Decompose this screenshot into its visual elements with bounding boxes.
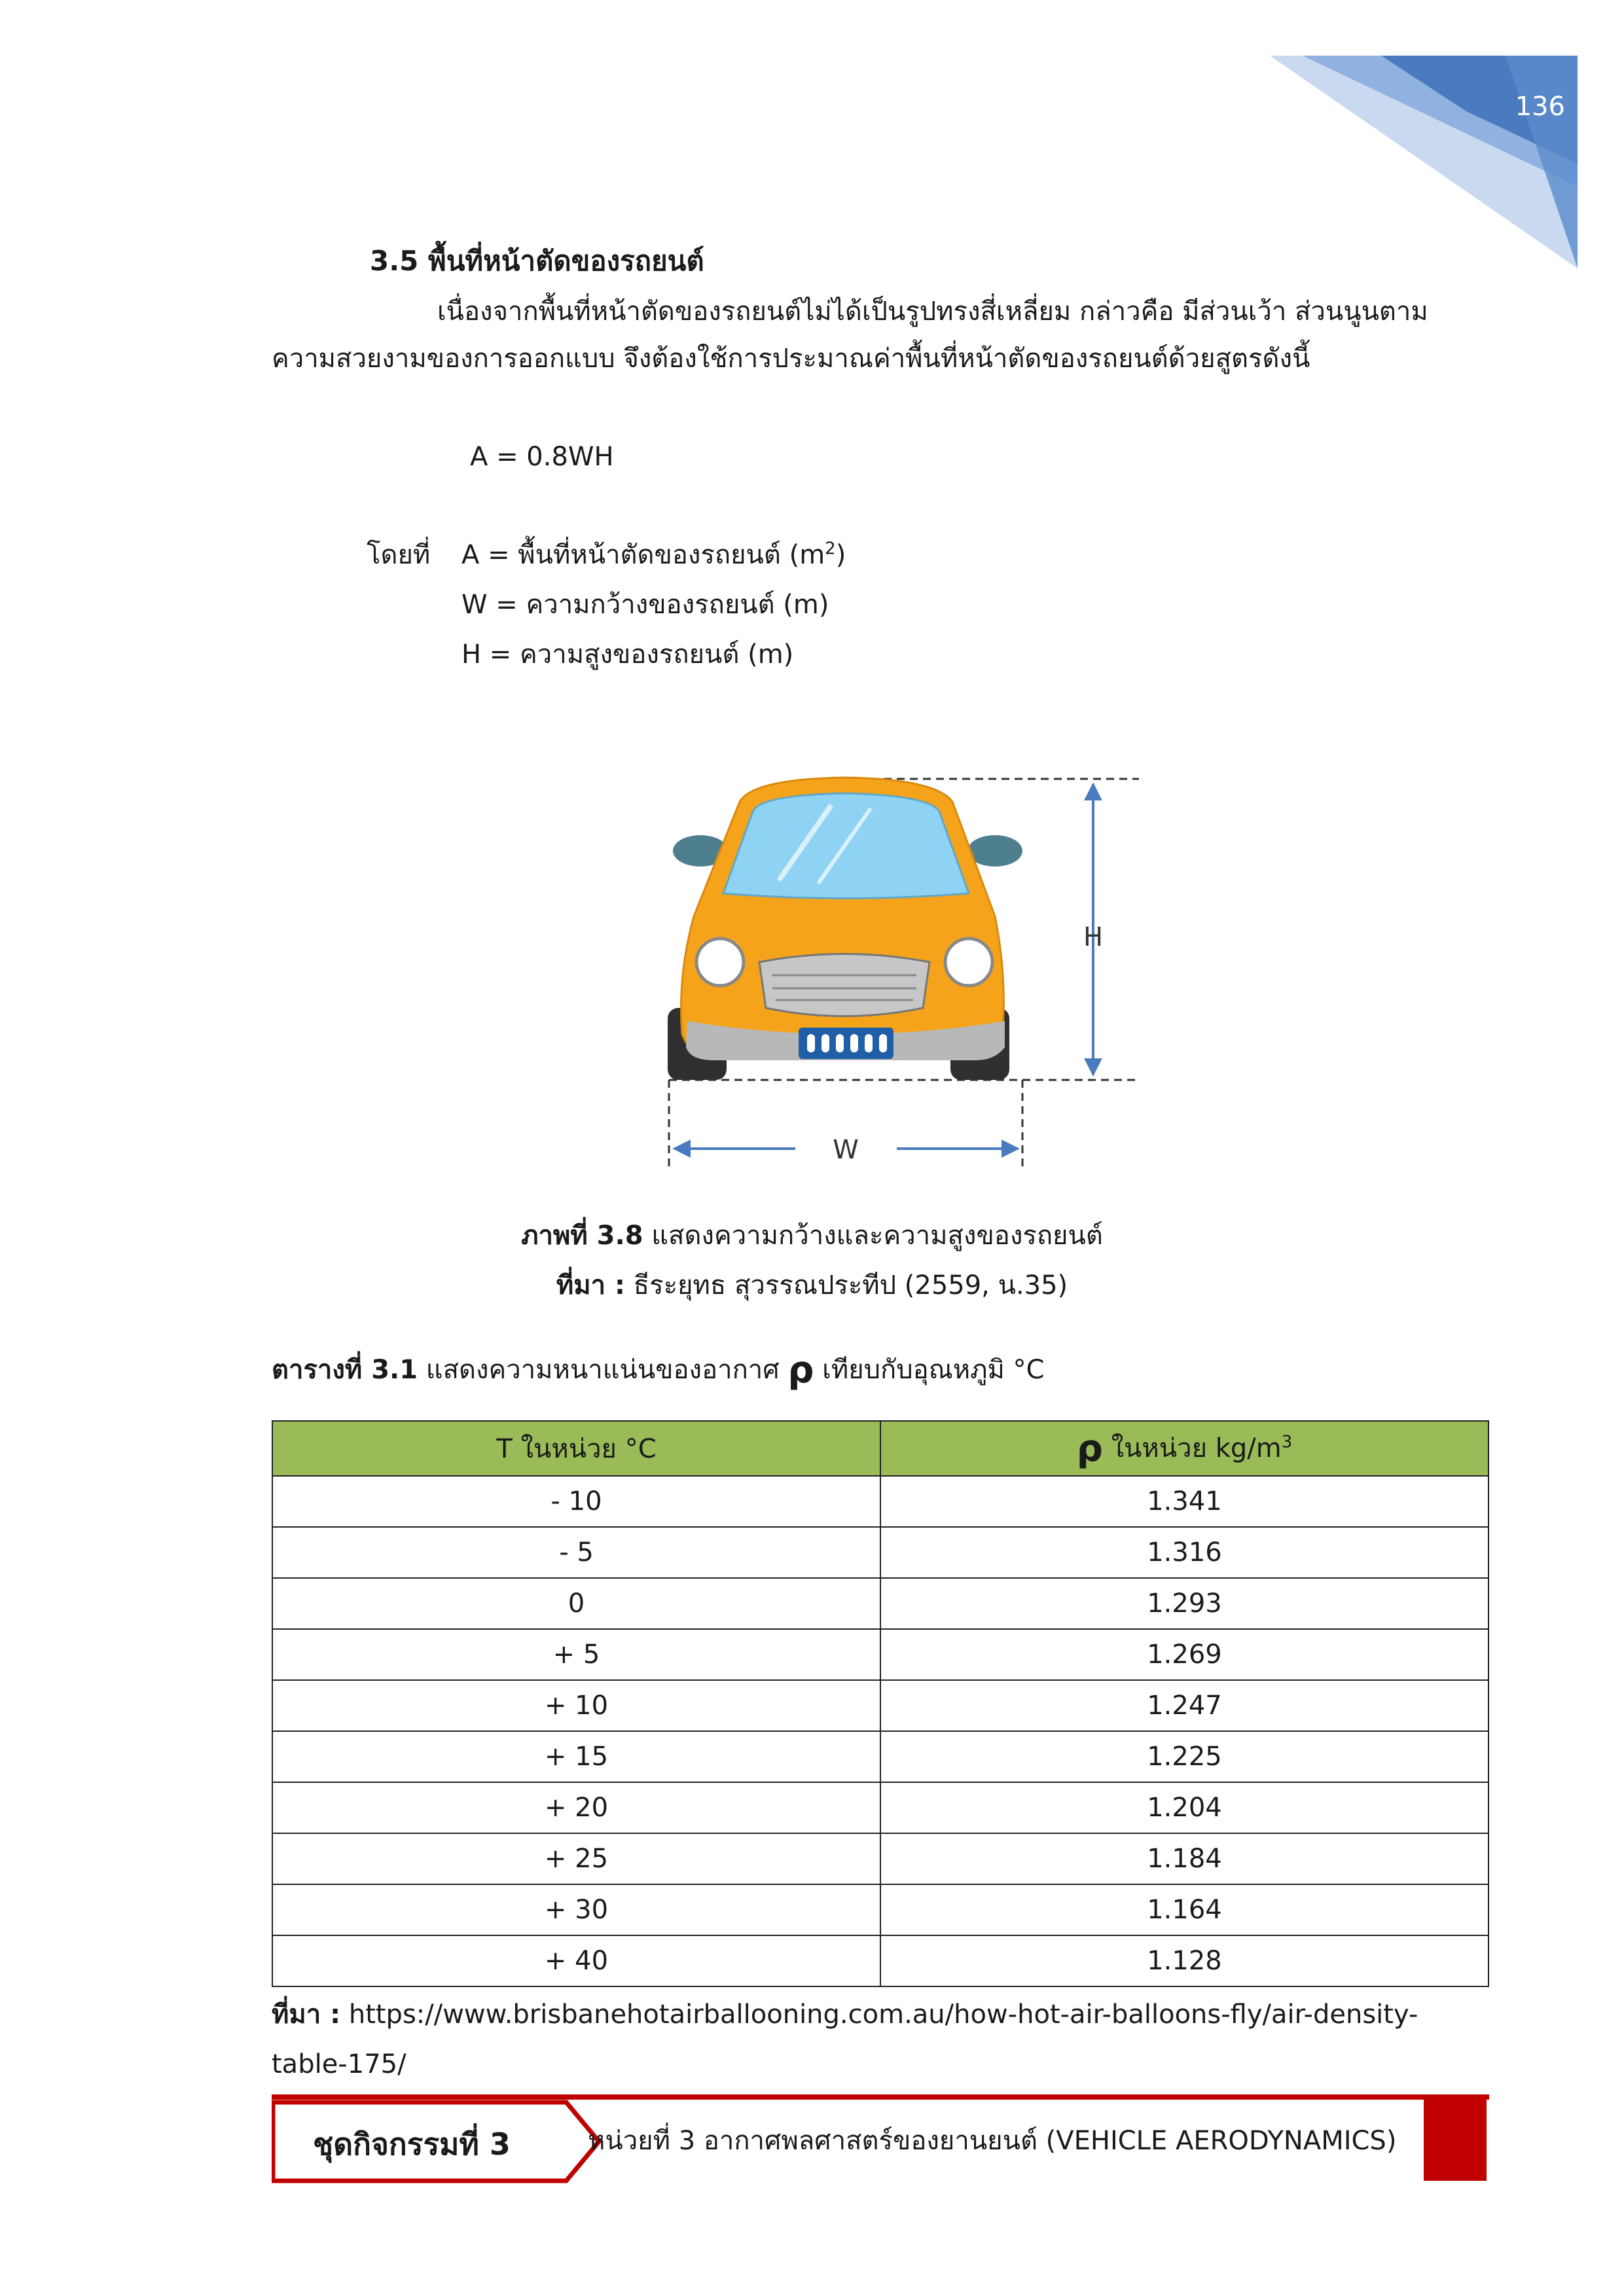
header-temperature: T ในหน่วย °C	[272, 1421, 880, 1476]
table-source	[272, 1998, 1418, 2032]
table-body	[272, 1476, 1489, 1986]
table-row	[272, 1782, 1489, 1833]
table-caption	[272, 1347, 1045, 1395]
density-cell: 1.247	[880, 1680, 1489, 1731]
area-formula: A = 0.8WH	[470, 442, 614, 472]
table-row	[272, 1476, 1489, 1527]
temperature-cell: + 15	[272, 1731, 880, 1782]
definition-a-close: )	[835, 540, 846, 570]
density-cell: 1.128	[880, 1935, 1489, 1986]
definition-h: H = ความสูงของรถยนต์ (m)	[461, 639, 794, 670]
figure-source-text: ธีระยุทธ สุวรรณประทีป (2559, น.35)	[624, 1270, 1068, 1300]
header-density-text: ในหน่วย kg/m	[1102, 1433, 1282, 1463]
footer-unit-title: หน่วยที่ 3 อากาศพลศาสตร์ของยานยนต์ (VEHICLE AERODYNAMICS)	[588, 2126, 1397, 2156]
temperature-cell: + 5	[272, 1629, 880, 1680]
table-row	[272, 1833, 1489, 1884]
temperature-cell: 0	[272, 1578, 880, 1629]
header-density-sup: 3	[1281, 1432, 1293, 1452]
temperature-cell: + 30	[272, 1884, 880, 1935]
paragraph-line: เนื่องจากพื้นที่หน้าตัดของรถยนต์ไม่ได้เป็นรูปทรงสี่เหลี่ยม กล่าวคือ มีส่วนเว้า ส่วนนูนตาม	[437, 296, 1428, 327]
definition-a	[461, 538, 846, 572]
width-label: W	[833, 1135, 859, 1165]
grille	[759, 954, 929, 1016]
table-source-url: https://www.brisbanehotairballooning.com.au/how-hot-air-balloons-fly/air-density-	[340, 2000, 1418, 2030]
definition-w: W = ความกว้างของรถยนต์ (m)	[461, 590, 829, 620]
density-cell: 1.204	[880, 1782, 1489, 1833]
temperature-cell: + 40	[272, 1935, 880, 1986]
corner-decoration	[0, 0, 1624, 275]
density-cell: 1.225	[880, 1731, 1489, 1782]
rho-symbol: ρ	[787, 1349, 814, 1391]
table-row	[272, 1935, 1489, 1986]
temperature-cell: + 25	[272, 1833, 880, 1884]
right-headlight	[945, 939, 992, 986]
where-label: โดยที่	[367, 540, 431, 570]
definition-a-text: A = พื้นที่หน้าตัดของรถยนต์ (m	[461, 540, 825, 570]
temperature-cell: - 10	[272, 1476, 880, 1527]
figure-caption-text: แสดงความกว้างและความสูงของรถยนต์	[643, 1221, 1103, 1251]
figure-caption-label: ภาพที่ 3.8	[521, 1221, 643, 1251]
table-caption-tail: เทียบกับอุณหภูมิ °C	[814, 1355, 1045, 1385]
density-cell: 1.316	[880, 1527, 1489, 1578]
air-density-table	[272, 1420, 1489, 1987]
header-rho-symbol: ρ	[1076, 1427, 1103, 1470]
density-cell: 1.341	[880, 1476, 1489, 1527]
car-front-figure	[655, 766, 1178, 1185]
temperature-cell: - 5	[272, 1527, 880, 1578]
table-row	[272, 1527, 1489, 1578]
table-row	[272, 1578, 1489, 1629]
left-headlight	[696, 939, 744, 986]
table-caption-text: แสดงความหนาแน่นของอากาศ	[418, 1355, 788, 1385]
table-row	[272, 1884, 1489, 1935]
table-row	[272, 1731, 1489, 1782]
figure-source	[0, 1268, 1624, 1302]
section-title: 3.5 พื้นที่หน้าตัดของรถยนต์	[370, 245, 704, 277]
density-cell: 1.293	[880, 1578, 1489, 1629]
table-row	[272, 1680, 1489, 1731]
table-caption-label: ตารางที่ 3.1	[272, 1355, 418, 1385]
temperature-cell: + 10	[272, 1680, 880, 1731]
height-label: H	[1083, 922, 1104, 952]
paragraph-line: ความสวยงามของการออกแบบ จึงต้องใช้การประมาณค่าพื้นที่หน้าตัดของรถยนต์ด้วยสูตรดังนี้	[272, 344, 1310, 374]
table-source-continued: table-175/	[272, 2049, 406, 2079]
table-source-label: ที่มา :	[272, 2000, 341, 2030]
definition-a-sup: 2	[825, 539, 836, 559]
table-row	[272, 1629, 1489, 1680]
density-cell: 1.269	[880, 1629, 1489, 1680]
table-header-row	[272, 1421, 1489, 1476]
figure-caption	[0, 1219, 1624, 1253]
header-density	[880, 1421, 1489, 1476]
density-cell: 1.184	[880, 1833, 1489, 1884]
temperature-cell: + 20	[272, 1782, 880, 1833]
footer-activity-label: ชุดกิจกรรมที่ 3	[313, 2126, 511, 2162]
figure-source-label: ที่มา :	[556, 1270, 625, 1300]
density-cell: 1.164	[880, 1884, 1489, 1935]
page-number: 136	[1515, 92, 1565, 122]
